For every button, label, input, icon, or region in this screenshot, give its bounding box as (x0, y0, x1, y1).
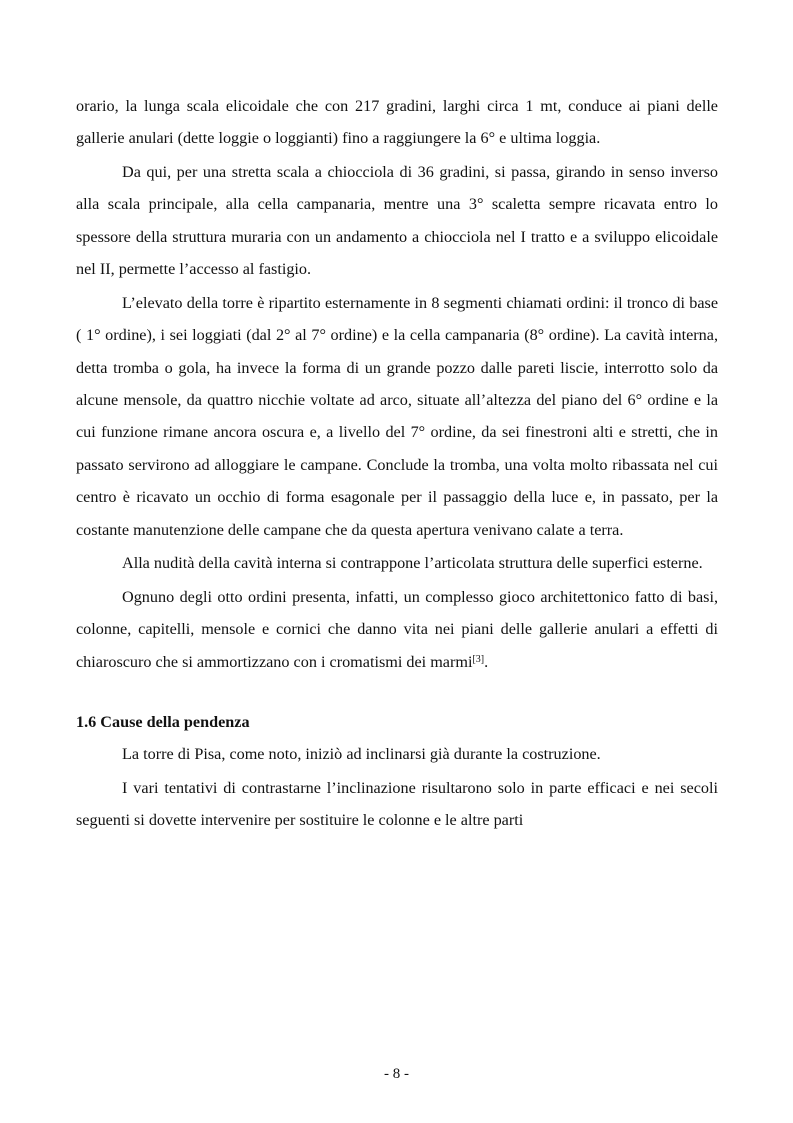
paragraph: Da qui, per una stretta scala a chiocciola di 36 gradini, si passa, girando in senso inverso alla scala principale, alla cella campanaria, mentre una 3° scaletta sempre ricavata entro lo spessore della struttura muraria con un andamento a chiocciola nel I tratto e a sviluppo elicoidale nel II, permette l’accesso al fastigio. (76, 163, 718, 279)
page-number: - 8 - (384, 1066, 409, 1082)
paragraph: I vari tentativi di contrastarne l’inclinazione risultarono solo in parte efficaci e nei secoli seguenti si dovette intervenire per sostituire le colonne e le altre parti (76, 779, 718, 830)
paragraph: L’elevato della torre è ripartito esternamente in 8 segmenti chiamati ordini: il tronco di base ( 1° ordine), i sei loggiati (dal 2° al 7° ordine) e la cella campanaria (8° ordine). La cavità interna, detta tromba o gola, ha invece la forma di un grande pozzo dalle pareti liscie, interrotto solo da alcune mensole, da quattro nicchie voltate ad arco, situate all’altezza del piano del 6° ordine e la cui funzione rimane ancora oscura e, a livello del 7° ordine, da sei finestroni alti e stretti, che in passato servirono ad alloggiare le campane. Conclude la tromba, una volta molto ribassata nel cui centro è ricavato un occhio di forma esagonale per il passaggio della luce e, in passato, per la costante manutenzione delle campane che da questa apertura venivano calate a terra. (76, 293, 718, 539)
paragraph: La torre di Pisa, come noto, iniziò ad inclinarsi già durante la costruzione. (122, 745, 601, 764)
section-heading: 1.6 Cause della pendenza (76, 713, 250, 732)
paragraph: Alla nudità della cavità interna si contrappone l’articolata struttura delle superfici esterne. (122, 554, 703, 573)
paragraph: Ognuno degli otto ordini presenta, infatti, un complesso gioco architettonico fatto di basi, colonne, capitelli, mensole e cornici che danno vita nei piani delle gallerie anulari a effetti di chiaroscuro che si ammortizzano con i cromatismi dei marmi[3]. (76, 587, 718, 671)
body-text (76, 90, 718, 838)
citation-reference: [3] (472, 653, 485, 665)
paragraph-continuation: orario, la lunga scala elicoidale che con 217 gradini, larghi circa 1 mt, conduce ai piani delle gallerie anulari (dette loggie o loggianti) fino a raggiungere la 6° e ultima loggia. (76, 97, 718, 148)
